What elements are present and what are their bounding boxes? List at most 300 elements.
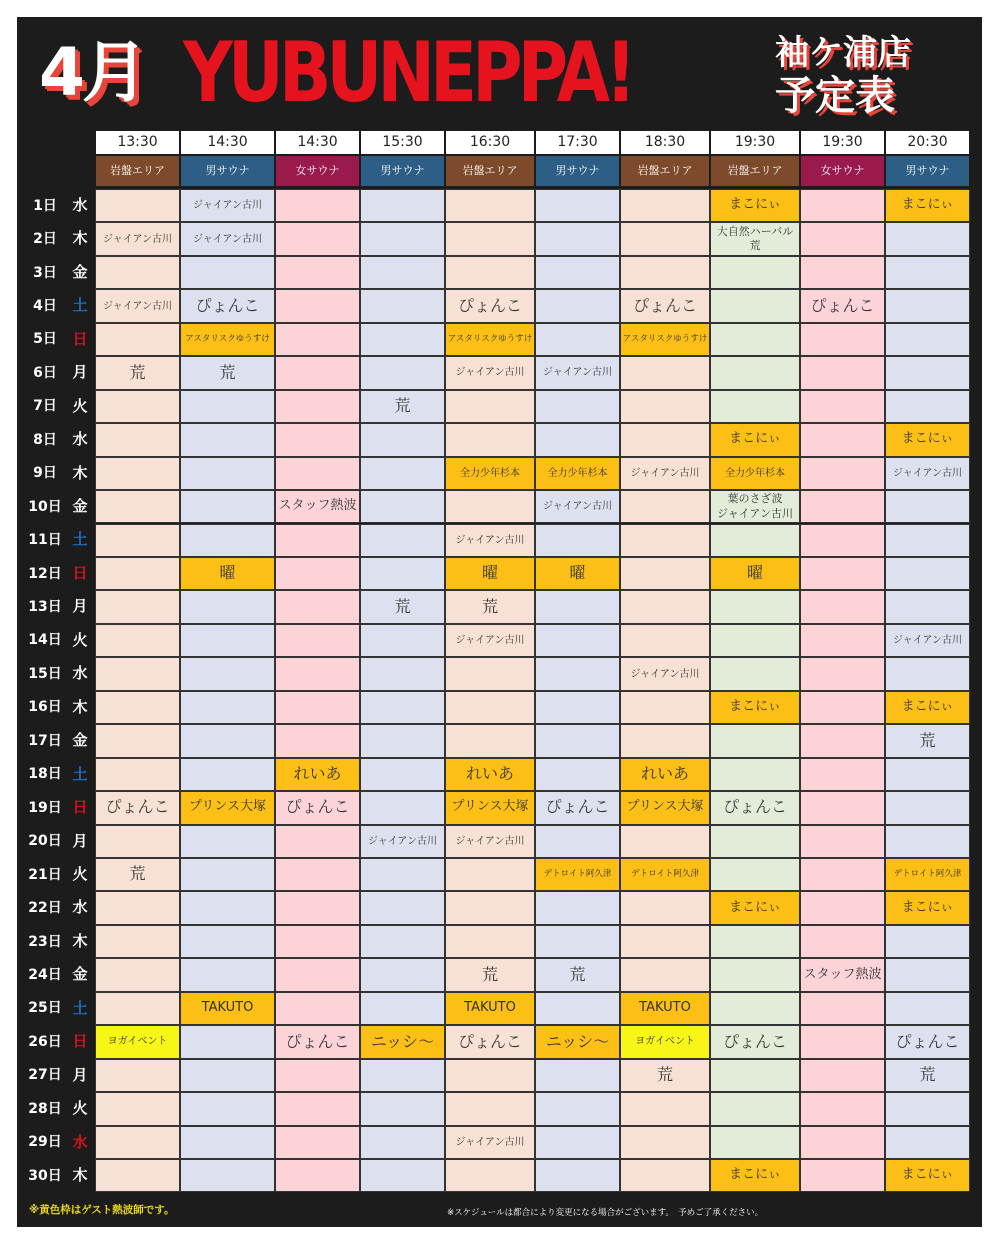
schedule-cell [360,891,445,924]
schedule-cell [275,891,360,924]
schedule-entry: アスタリスクゆうすけ [180,323,275,356]
schedule-entry: 荒 [180,356,275,389]
time-header: 14:30 [180,130,275,155]
day-label: 18日 [25,758,65,791]
schedule-cell [710,724,800,757]
schedule-cell [535,657,620,690]
schedule-cell [360,289,445,322]
schedule-cell [535,222,620,255]
schedule-cell [535,256,620,289]
schedule-cell [445,423,535,456]
area-header: 岩盤エリア [620,155,710,187]
schedule-cell [885,925,970,958]
schedule-entry: TAKUTO [620,992,710,1025]
schedule-cell [360,958,445,991]
day-label: 12日 [25,557,65,590]
weekday-label: 土 [65,758,95,791]
schedule-cell [360,1092,445,1125]
weekday-label: 水 [65,423,95,456]
schedule-cell [620,624,710,657]
area-header: 男サウナ [180,155,275,187]
schedule-cell [360,858,445,891]
day-label: 1日 [25,189,65,222]
time-header: 13:30 [95,130,180,155]
schedule-cell [885,222,970,255]
schedule-entry: 曜 [535,557,620,590]
schedule-entry: 全力少年杉本 [535,457,620,490]
guest-note: ※黄色枠はゲスト熱波師です。 [29,1204,175,1216]
schedule-entry: れいあ [275,758,360,791]
schedule-cell [800,891,885,924]
schedule-entry: ジャイアン古川 [445,524,535,557]
schedule-cell [710,657,800,690]
time-header: 20:30 [885,130,970,155]
schedule-cell [710,992,800,1025]
schedule-cell [800,624,885,657]
schedule-cell [360,791,445,824]
schedule-cell [710,624,800,657]
schedule-cell [445,256,535,289]
schedule-cell [360,691,445,724]
schedule-cell [180,1092,275,1125]
schedule-entry: ジャイアン古川 [885,457,970,490]
day-label: 19日 [25,791,65,824]
weekday-label: 金 [65,724,95,757]
schedule-cell [360,490,445,523]
time-header: 19:30 [800,130,885,155]
day-label: 13日 [25,590,65,623]
day-label: 3日 [25,256,65,289]
schedule-cell [885,524,970,557]
schedule-cell [445,657,535,690]
schedule-cell [710,323,800,356]
schedule-cell [95,1059,180,1092]
weekday-label: 月 [65,356,95,389]
schedule-cell [800,992,885,1025]
store-heading [775,33,955,119]
schedule-cell [180,524,275,557]
schedule-cell [620,590,710,623]
schedule-cell [710,925,800,958]
schedule-cell [95,758,180,791]
schedule-entry: ジャイアン古川 [445,624,535,657]
schedule-cell [360,557,445,590]
schedule-entry: TAKUTO [445,992,535,1025]
schedule-cell [445,189,535,222]
schedule-cell [360,189,445,222]
schedule-cell [180,457,275,490]
schedule-cell [95,256,180,289]
schedule-cell [620,356,710,389]
schedule-title: 予定表 [775,73,895,119]
time-header: 15:30 [360,130,445,155]
schedule-cell [180,256,275,289]
schedule-entry: ぴょんこ [445,289,535,322]
schedule-cell [800,1126,885,1159]
schedule-cell [180,724,275,757]
schedule-cell [95,825,180,858]
schedule-cell [180,490,275,523]
schedule-cell [800,657,885,690]
schedule-cell [535,590,620,623]
schedule-cell [800,1025,885,1058]
time-header: 19:30 [710,130,800,155]
schedule-cell [360,457,445,490]
schedule-cell [275,356,360,389]
area-header: 女サウナ [275,155,360,187]
schedule-cell [95,590,180,623]
schedule-entry: プリンス大塚 [620,791,710,824]
schedule-cell [360,624,445,657]
schedule-entry: ぴょんこ [710,1025,800,1058]
schedule-entry: まこにぃ [710,423,800,456]
schedule-cell [95,891,180,924]
area-header: 岩盤エリア [710,155,800,187]
schedule-cell [800,858,885,891]
schedule-cell [275,256,360,289]
schedule-cell [275,323,360,356]
schedule-cell [180,390,275,423]
schedule-cell [535,189,620,222]
day-label: 22日 [25,891,65,924]
schedule-cell [620,189,710,222]
schedule-cell [95,1092,180,1125]
schedule-cell [710,758,800,791]
weekday-label: 火 [65,858,95,891]
schedule-entry: まこにぃ [885,423,970,456]
weekday-label: 日 [65,557,95,590]
time-header: 16:30 [445,130,535,155]
day-label: 5日 [25,323,65,356]
schedule-entry: ジャイアン古川 [180,222,275,255]
area-header: 岩盤エリア [445,155,535,187]
weekday-label: 水 [65,189,95,222]
weekday-label: 日 [65,323,95,356]
schedule-cell [535,825,620,858]
schedule-cell [800,524,885,557]
schedule-entry: 荒 [620,1059,710,1092]
schedule-cell [710,289,800,322]
schedule-cell [360,1159,445,1192]
schedule-cell [95,992,180,1025]
schedule-cell [360,356,445,389]
schedule-cell [275,958,360,991]
schedule-note: ※スケジュールは都合により変更になる場合がございます。 予めご了承ください。 [447,1208,764,1218]
schedule-cell [275,1126,360,1159]
schedule-cell [800,323,885,356]
schedule-cell [710,1126,800,1159]
schedule-entry: ジャイアン古川 [445,825,535,858]
schedule-entry: まこにぃ [710,891,800,924]
day-label: 4日 [25,289,65,322]
schedule-cell [885,289,970,322]
schedule-cell [535,323,620,356]
schedule-entry: 曜 [710,557,800,590]
schedule-cell [360,758,445,791]
schedule-cell [800,724,885,757]
schedule-cell [800,758,885,791]
schedule-entry: 葉のさざ波 ジャイアン古川 [710,490,800,523]
schedule-cell [180,891,275,924]
schedule-cell [800,490,885,523]
schedule-cell [360,1059,445,1092]
time-header: 17:30 [535,130,620,155]
schedule-entry: ぴょんこ [885,1025,970,1058]
schedule-cell [800,356,885,389]
day-label: 7日 [25,390,65,423]
day-label: 23日 [25,925,65,958]
schedule-cell [95,691,180,724]
schedule-cell [710,825,800,858]
schedule-cell [710,590,800,623]
schedule-cell [535,992,620,1025]
schedule-cell [180,858,275,891]
schedule-entry: ニッシ〜 [360,1025,445,1058]
schedule-cell [95,657,180,690]
schedule-cell [535,1126,620,1159]
schedule-cell [180,758,275,791]
day-label: 27日 [25,1059,65,1092]
schedule-entry: ジャイアン古川 [620,457,710,490]
schedule-entry: 荒 [95,858,180,891]
schedule-cell [445,1059,535,1092]
weekday-label: 木 [65,222,95,255]
schedule-entry: アスタリスクゆうすけ [620,323,710,356]
schedule-entry: 荒 [95,356,180,389]
schedule-entry: まこにぃ [885,891,970,924]
schedule-cell [180,1159,275,1192]
schedule-cell [180,657,275,690]
schedule-entry: まこにぃ [710,189,800,222]
schedule-cell [95,390,180,423]
schedule-cell [620,691,710,724]
schedule-cell [95,958,180,991]
schedule-cell [885,590,970,623]
weekday-label: 金 [65,256,95,289]
schedule-cell [95,1126,180,1159]
schedule-cell [710,356,800,389]
day-label: 20日 [25,825,65,858]
schedule-cell [275,1092,360,1125]
schedule-entry: 曜 [180,557,275,590]
weekday-label: 土 [65,992,95,1025]
weekday-label: 月 [65,590,95,623]
schedule-cell [620,925,710,958]
day-label: 9日 [25,457,65,490]
schedule-cell [535,524,620,557]
schedule-cell [275,557,360,590]
schedule-entry: 荒 [885,724,970,757]
schedule-cell [620,1092,710,1125]
schedule-cell [445,724,535,757]
schedule-cell [180,825,275,858]
schedule-cell [360,724,445,757]
schedule-cell [360,423,445,456]
schedule-entry: ジャイアン古川 [360,825,445,858]
schedule-cell [360,925,445,958]
weekday-label: 木 [65,1159,95,1192]
weekday-label: 木 [65,457,95,490]
day-label: 29日 [25,1126,65,1159]
schedule-entry: ジャイアン古川 [95,222,180,255]
schedule-cell [535,758,620,791]
schedule-entry: ジャイアン古川 [885,624,970,657]
schedule-entry: まこにぃ [885,1159,970,1192]
schedule-cell [445,1092,535,1125]
schedule-cell [800,390,885,423]
schedule-cell [360,524,445,557]
schedule-entry: 荒 [360,390,445,423]
schedule-cell [95,323,180,356]
schedule-cell [180,590,275,623]
schedule-cell [275,825,360,858]
schedule-entry: 荒 [885,1059,970,1092]
weekday-label: 金 [65,490,95,523]
schedule-cell [360,323,445,356]
schedule-cell [885,390,970,423]
schedule-entry: 荒 [445,590,535,623]
schedule-cell [275,524,360,557]
day-label: 30日 [25,1159,65,1192]
schedule-cell [360,222,445,255]
schedule-entry: ぴょんこ [800,289,885,322]
day-label: 16日 [25,691,65,724]
weekday-label: 火 [65,624,95,657]
schedule-entry: スタッフ熱波 [275,490,360,523]
schedule-entry: TAKUTO [180,992,275,1025]
weekday-label: 金 [65,958,95,991]
schedule-entry: プリンス大塚 [445,791,535,824]
schedule-entry: スタッフ熱波 [800,958,885,991]
day-label: 10日 [25,490,65,523]
schedule-cell [180,691,275,724]
schedule-cell [710,858,800,891]
schedule-cell [620,1126,710,1159]
schedule-cell [800,1059,885,1092]
schedule-cell [885,958,970,991]
weekday-label: 水 [65,1126,95,1159]
schedule-cell [360,657,445,690]
schedule-cell [800,189,885,222]
schedule-entry: ジャイアン古川 [95,289,180,322]
weekday-label: 火 [65,1092,95,1125]
day-label: 24日 [25,958,65,991]
schedule-cell [535,1159,620,1192]
schedule-cell [710,390,800,423]
schedule-entry: ジャイアン古川 [180,189,275,222]
day-label: 17日 [25,724,65,757]
schedule-cell [360,992,445,1025]
schedule-cell [885,657,970,690]
schedule-cell [275,992,360,1025]
schedule-entry: 荒 [445,958,535,991]
schedule-cell [445,891,535,924]
schedule-cell [95,925,180,958]
weekday-label: 月 [65,825,95,858]
schedule-cell [710,256,800,289]
weekday-label: 水 [65,657,95,690]
schedule-entry: ぴょんこ [620,289,710,322]
weekday-label: 水 [65,891,95,924]
schedule-cell [620,724,710,757]
schedule-cell [95,457,180,490]
schedule-entry: アスタリスクゆうすけ [445,323,535,356]
schedule-cell [275,1159,360,1192]
schedule-cell [620,1159,710,1192]
schedule-cell [800,590,885,623]
schedule-cell [95,1159,180,1192]
schedule-cell [95,524,180,557]
schedule-cell [885,825,970,858]
schedule-cell [620,557,710,590]
schedule-cell [800,557,885,590]
schedule-entry: ヨガイベント [95,1025,180,1058]
area-header: 岩盤エリア [95,155,180,187]
day-label: 21日 [25,858,65,891]
schedule-entry: ぴょんこ [275,1025,360,1058]
day-label: 28日 [25,1092,65,1125]
day-label: 25日 [25,992,65,1025]
schedule-entry: れいあ [620,758,710,791]
schedule-cell [885,490,970,523]
day-label: 26日 [25,1025,65,1058]
schedule-cell [800,691,885,724]
schedule-cell [535,891,620,924]
schedule-cell [180,1025,275,1058]
schedule-cell [710,958,800,991]
schedule-cell [535,624,620,657]
schedule-cell [710,524,800,557]
schedule-entry: まこにぃ [885,189,970,222]
schedule-cell [800,423,885,456]
weekday-label: 日 [65,791,95,824]
schedule-cell [275,1059,360,1092]
schedule-cell [95,189,180,222]
schedule-entry: まこにぃ [710,1159,800,1192]
schedule-cell [535,423,620,456]
schedule-cell [95,557,180,590]
schedule-cell [800,457,885,490]
weekday-label: 木 [65,925,95,958]
schedule-entry: デトロイト阿久津 [620,858,710,891]
schedule-entry: ぴょんこ [535,791,620,824]
schedule-cell [620,390,710,423]
schedule-cell [885,1126,970,1159]
schedule-cell [180,1126,275,1159]
weekday-label: 土 [65,524,95,557]
schedule-cell [275,222,360,255]
schedule-entry: ジャイアン古川 [620,657,710,690]
schedule-cell [620,524,710,557]
schedule-cell [620,256,710,289]
schedule-entry: れいあ [445,758,535,791]
schedule-cell [885,1092,970,1125]
schedule-cell [95,423,180,456]
schedule-cell [275,624,360,657]
schedule-entry: 荒 [535,958,620,991]
brand-logo: YUBUNEPPA! [183,24,632,121]
schedule-entry: 曜 [445,557,535,590]
schedule-cell [885,356,970,389]
schedule-cell [710,1092,800,1125]
schedule-cell [180,423,275,456]
day-label: 11日 [25,524,65,557]
schedule-cell [800,825,885,858]
schedule-entry: まこにぃ [885,691,970,724]
schedule-cell [95,490,180,523]
schedule-cell [445,691,535,724]
time-header: 14:30 [275,130,360,155]
